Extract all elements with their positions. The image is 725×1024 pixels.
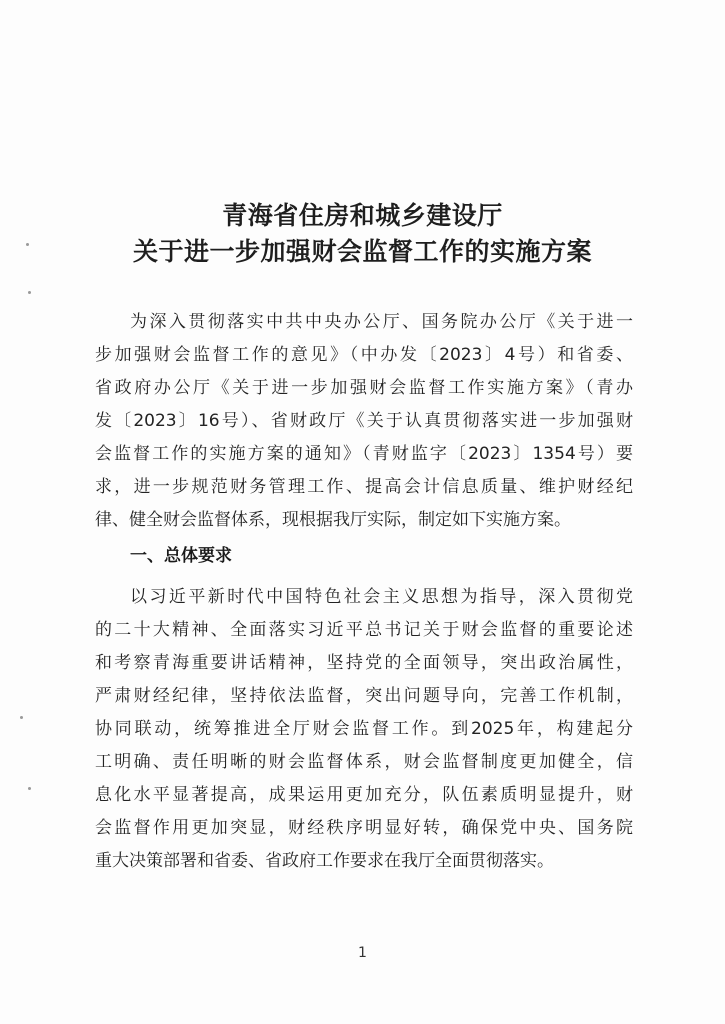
- scan-speck: [20, 716, 23, 719]
- section-heading: 一、总体要求: [130, 546, 232, 566]
- paragraph-2-line: 以习近平新时代中国特色社会主义思想为指导，深入贯彻党: [130, 587, 633, 607]
- paragraph-2-line: 重大决策部署和省委、省政府工作要求在我厅全面贯彻落实。: [95, 851, 554, 871]
- paragraph-2-line: 的二十大精神、全面落实习近平总书记关于财会监督的重要论述: [95, 620, 633, 640]
- page-number: 1: [358, 945, 367, 961]
- paragraph-1-line: 省政府办公厅《关于进一步加强财会监督工作实施方案》（青办: [95, 378, 633, 398]
- paragraph-2-line: 严肃财经纪律，坚持依法监督，突出问题导向，完善工作机制，: [95, 686, 633, 706]
- paragraph-2-line: 和考察青海重要讲话精神，坚持党的全面领导，突出政治属性，: [95, 653, 633, 673]
- paragraph-1-line: 为深入贯彻落实中共中央办公厅、国务院办公厅《关于进一: [130, 312, 633, 332]
- document-title-line-2: 关于进一步加强财会监督工作的实施方案: [132, 237, 592, 266]
- paragraph-2-line: 会监督作用更加突显，财经秩序明显好转，确保党中央、国务院: [95, 818, 633, 838]
- scan-speck: [28, 787, 31, 790]
- document-title-line-1: 青海省住房和城乡建设厅: [222, 201, 503, 230]
- scan-speck: [28, 291, 31, 294]
- paragraph-1-line: 求，进一步规范财务管理工作、提高会计信息质量、维护财经纪: [95, 477, 633, 497]
- paragraph-2-line: 协同联动，统筹推进全厅财会监督工作。到2025年，构建起分: [95, 719, 633, 739]
- paragraph-1-line: 律、健全财会监督体系，现根据我厅实际，制定如下实施方案。: [95, 510, 571, 530]
- paragraph-1-line: 发〔2023〕16号）、省财政厅《关于认真贯彻落实进一步加强财: [95, 411, 633, 431]
- paragraph-2-line: 工明确、责任明晰的财会监督体系，财会监督制度更加健全，信: [95, 752, 633, 772]
- paragraph-2-line: 息化水平显著提高，成果运用更加充分，队伍素质明显提升，财: [95, 785, 633, 805]
- paragraph-1-line: 会监督工作的实施方案的通知》（青财监字〔2023〕1354号）要: [95, 444, 633, 464]
- paragraph-1-line: 步加强财会监督工作的意见》（中办发〔2023〕4号）和省委、: [95, 345, 633, 365]
